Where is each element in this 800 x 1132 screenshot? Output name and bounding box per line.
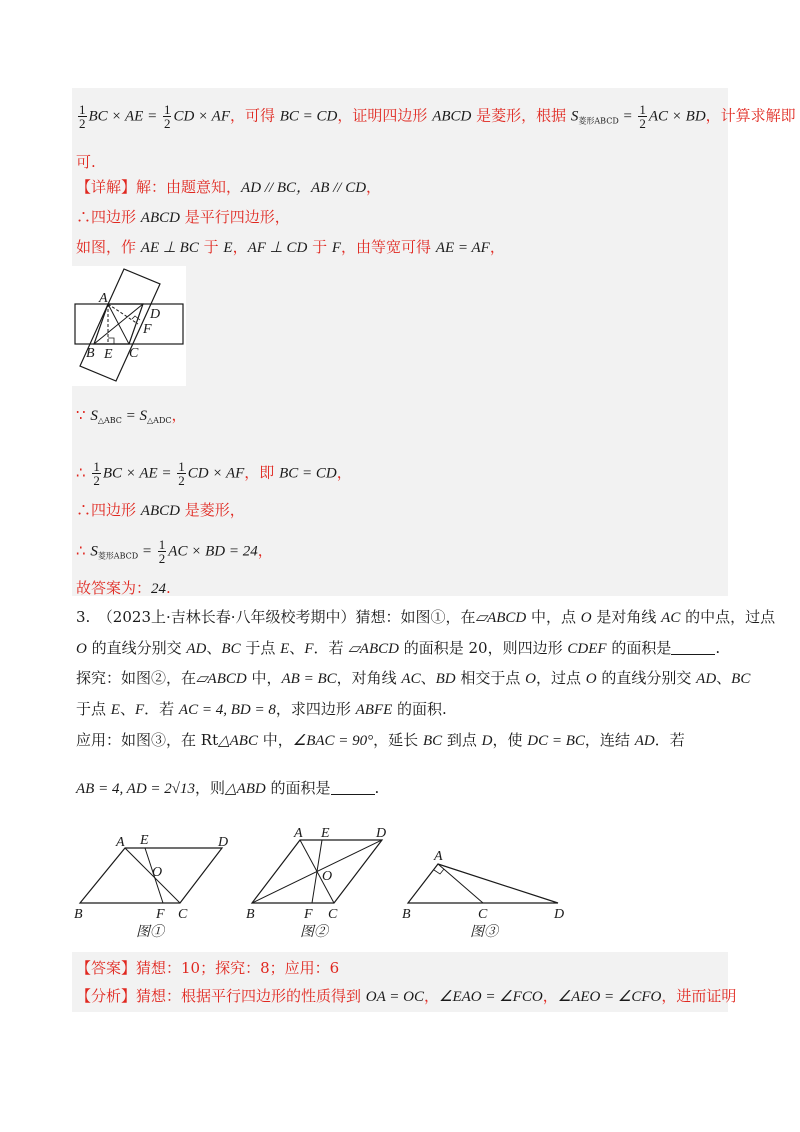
parallelogram: [80, 848, 222, 903]
solution-line-9: ∴ $S_{菱形ABCD}$ = $\frac{1}{2}$ AC × BD = 24，: [76, 537, 273, 566]
label-d: D: [554, 907, 565, 922]
label-a: A: [294, 828, 303, 841]
solution-line-6: ∵ $S_{\triangle ABC} = S_{\triangle ADC}$，: [76, 406, 187, 425]
label-b: B: [402, 907, 411, 922]
label-b: B: [74, 907, 83, 922]
solution-line-7: ∴ $\frac{1}{2}$ BC × AE = $\frac{1}{2}$ CD × AF，即 BC = CD，: [76, 459, 352, 488]
figure-2-caption: 图②: [300, 924, 328, 940]
label-a: A: [99, 291, 108, 306]
answer-blank: [331, 780, 375, 795]
label-f: F: [304, 907, 313, 922]
question-line-2: O 的直线分别交 AD、BC 于点 E、F．若 ▱ABCD 的面积是 20，则四边形 CDEF 的面积是 .: [76, 639, 721, 657]
triangle-abd: [408, 864, 558, 903]
fraction: $\frac{1}{2}$: [158, 537, 166, 566]
solution-line-10: 故答案为：24.: [76, 579, 171, 597]
figure-1-caption: 图①: [136, 924, 164, 940]
detail-tag: 【详解】: [76, 178, 137, 196]
right-angle-mark: [434, 869, 444, 874]
label-c: C: [129, 346, 139, 361]
question-line-1: 3. （2023上·吉林长春·八年级校考期中）猜想：如图①，在▱ABCD 中，点 O 是对角线 AC 的中点，过点: [76, 608, 776, 626]
solution-line-4: ∴四边形 ABCD 是平行四边形，: [76, 208, 290, 226]
label-a: A: [434, 849, 443, 864]
question-line-5: 应用：如图③，在 Rt△ABC 中，∠BAC = 90°，延长 BC 到点 D，使 DC = BC，连结 AD．若: [76, 731, 685, 749]
fraction: $\frac{1}{2}$: [639, 102, 646, 131]
label-c: C: [328, 907, 338, 922]
segment-ac: [438, 864, 483, 903]
label-d: D: [150, 307, 161, 322]
solution-line-5: 如图，作 AE ⊥ BC 于 E，AF ⊥ CD 于 F，由等宽可得 AE = AF，: [76, 238, 505, 256]
label-f: F: [156, 907, 165, 922]
strips-figure: [72, 266, 186, 386]
label-o: O: [322, 869, 333, 884]
solution-line-2: 可.: [76, 153, 96, 171]
label-e: E: [104, 347, 113, 362]
analysis-line: 【分析】猜想：根据平行四边形的性质得到 OA = OC，∠EAO = ∠FCO，∠AEO = ∠CFO，进而证明: [76, 987, 737, 1005]
fraction: $\frac{1}{2}$: [178, 459, 185, 488]
label-b: B: [246, 907, 255, 922]
figure-3-caption: 图③: [470, 924, 498, 940]
label-e: E: [321, 828, 330, 841]
analysis-tag: 【分析】: [76, 987, 137, 1005]
label-e: E: [140, 833, 149, 848]
solution-line-8: ∴四边形 ABCD 是菱形，: [76, 501, 245, 519]
fraction: $\frac{1}{2}$: [163, 102, 171, 131]
label-a: A: [116, 835, 125, 850]
figure-background: [72, 266, 186, 386]
figure-3: [398, 840, 578, 946]
fraction: $\frac{1}{2}$: [93, 459, 100, 488]
answer-blank: [671, 640, 715, 655]
label-o: O: [152, 865, 163, 880]
line-ef: [312, 840, 322, 903]
answer-line: 【答案】猜想：10；探究：8；应用：6: [76, 959, 340, 977]
label-d: D: [376, 828, 387, 841]
label-f: F: [143, 322, 152, 337]
question-line-6: AB = 4, AD = 2√13，则△ABD 的面积是 .: [76, 779, 380, 797]
question-line-4: 于点 E、F．若 AC = 4, BD = 8，求四边形 ABFE 的面积.: [76, 700, 447, 718]
solution-line-3: 【详解】解：由题意知，AD // BC，AB // CD，: [76, 178, 382, 196]
solution-line-1: $\frac{1}{2}$ BC × AE = $\frac{1}{2}$ CD × AF，可得 BC = CD，证明四边形 ABCD 是菱形，根据 $S_{菱形ABCD}$ = $\frac{1}{2}$ AC × BD，计算求解即: [79, 102, 796, 131]
figure-2: [242, 828, 402, 946]
answer-tag: 【答案】: [76, 959, 137, 977]
label-d: D: [218, 835, 229, 850]
figure-1: [70, 828, 250, 946]
label-c: C: [478, 907, 488, 922]
label-c: C: [178, 907, 188, 922]
question-line-3: 探究：如图②，在▱ABCD 中，AB = BC，对角线 AC、BD 相交于点 O，过点 O 的直线分别交 AD、BC: [76, 669, 751, 687]
fraction: $\frac{1}{2}$: [79, 102, 86, 131]
label-b: B: [86, 346, 95, 361]
